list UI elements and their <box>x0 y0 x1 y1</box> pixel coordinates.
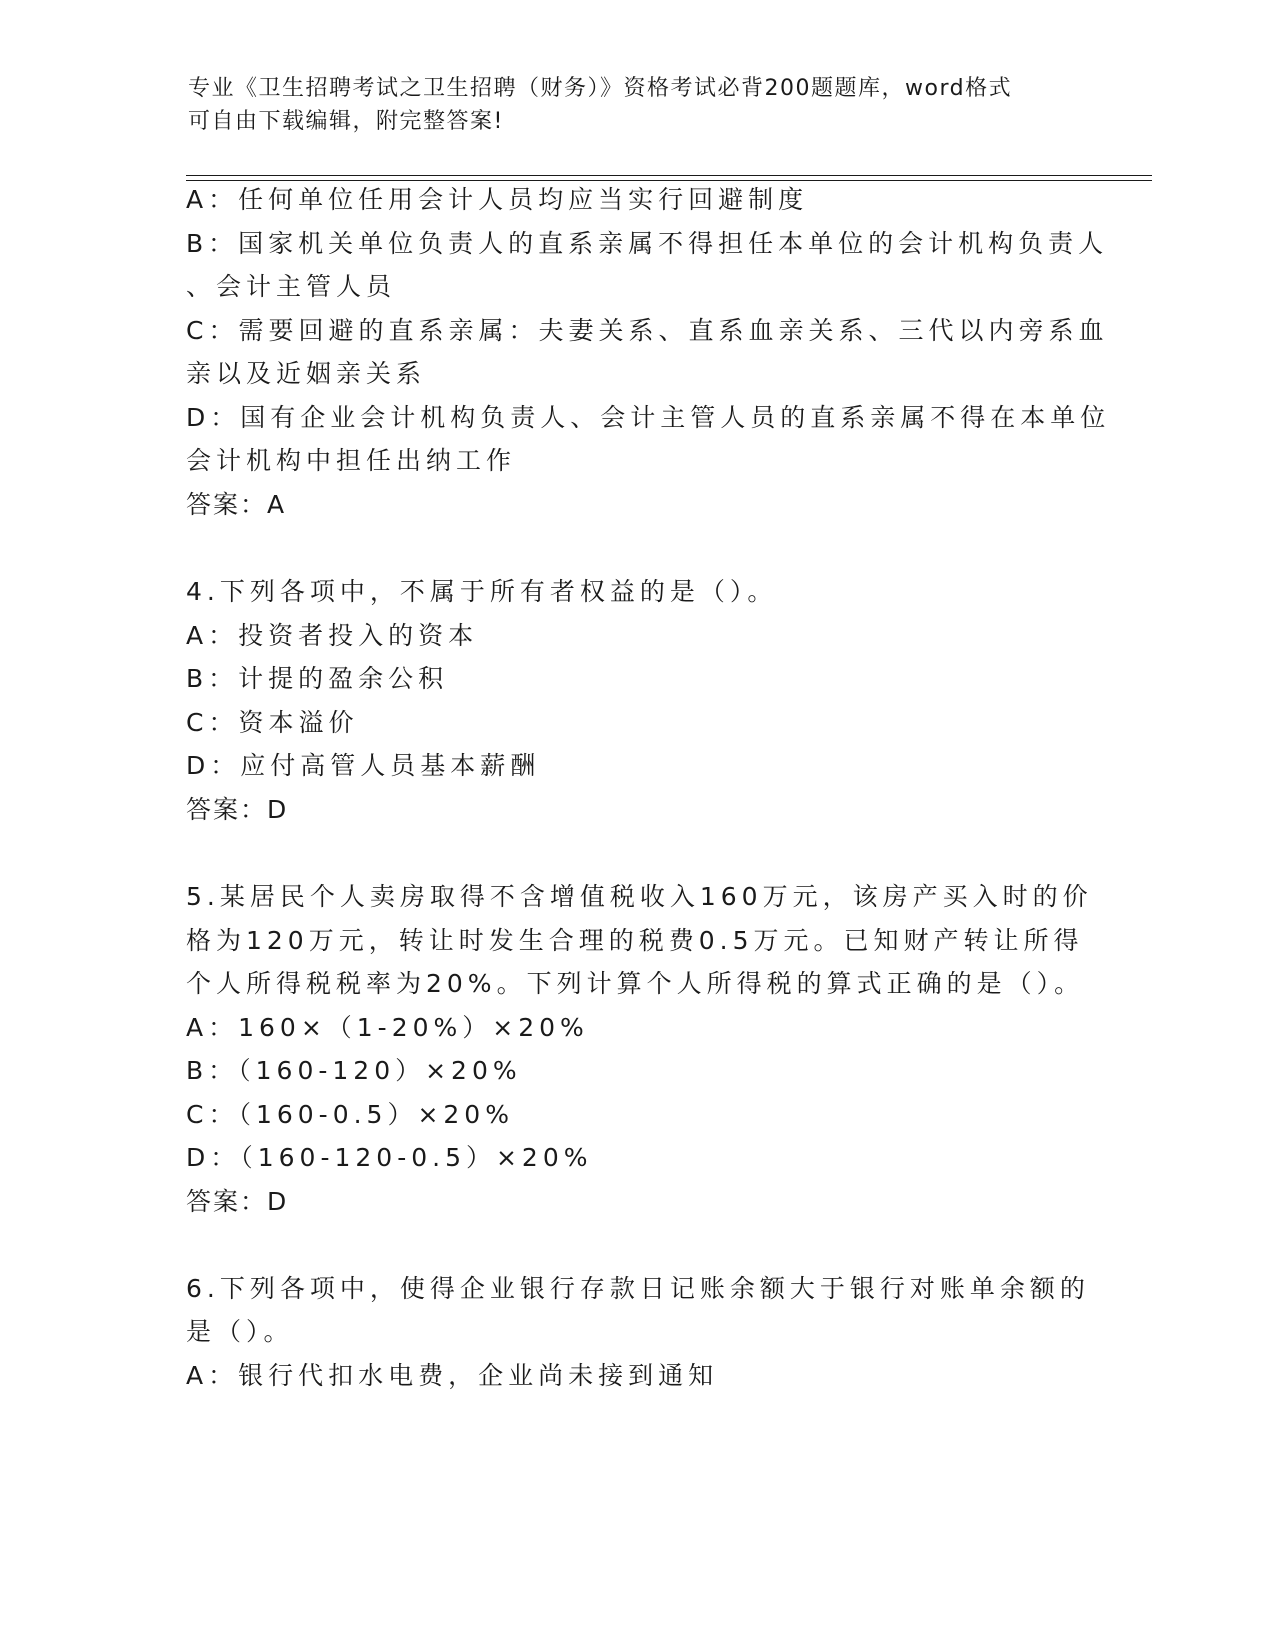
q4-option-c: C：资本溢价 <box>186 708 359 737</box>
q4-option-b: B：计提的盈余公积 <box>186 664 449 693</box>
q5-option-a: A：160×（1-20%）×20% <box>186 1013 589 1042</box>
q6-option-a: A：银行代扣水电费，企业尚未接到通知 <box>186 1361 719 1390</box>
q4-option-d: D：应付高管人员基本薪酬 <box>186 751 541 780</box>
q3-option-d-line-1: D：国有企业会计机构负责人、会计主管人员的直系亲属不得在本单位 <box>186 403 1111 432</box>
q4-option-a: A：投资者投入的资本 <box>186 621 479 650</box>
q3-option-d-line-2: 会计机构中担任出纳工作 <box>186 446 517 475</box>
header-divider-bottom <box>186 180 1152 181</box>
q3-option-c-line-2: 亲以及近姻亲关系 <box>186 359 427 388</box>
q3-option-a: A：任何单位任用会计人员均应当实行回避制度 <box>186 185 809 214</box>
q6-stem-line-2: 是（）。 <box>186 1317 294 1346</box>
q6-stem-line-1: 6.下列各项中，使得企业银行存款日记账余额大于银行对账单余额的 <box>186 1274 1090 1303</box>
q5-stem-line-1: 5.某居民个人卖房取得不含增值税收入160万元，该房产买入时的价 <box>186 882 1093 911</box>
q3-option-b-line-2: 、会计主管人员 <box>186 272 397 301</box>
q3-option-c-line-1: C：需要回避的直系亲属：夫妻关系、直系血亲关系、三代以内旁系血 <box>186 316 1109 345</box>
header-line-2: 可自由下载编辑，附完整答案! <box>188 109 504 134</box>
q5-option-b: B：（160-120）×20% <box>186 1056 522 1085</box>
header-line-1: 专业《卫生招聘考试之卫生招聘（财务）》资格考试必背200题题库，word格式 <box>188 76 1013 101</box>
q4-answer: 答案：D <box>186 795 289 824</box>
document-header <box>188 72 1068 138</box>
header-divider-top <box>186 175 1152 176</box>
q5-answer: 答案：D <box>186 1187 289 1216</box>
q3-answer: 答案：A <box>186 490 287 519</box>
q5-stem-line-2: 格为120万元，转让时发生合理的税费0.5万元。已知财产转让所得 <box>186 926 1084 955</box>
q5-option-d: D：（160-120-0.5）×20% <box>186 1143 593 1172</box>
q5-stem-line-3: 个人所得税税率为20%。下列计算个人所得税的算式正确的是（）。 <box>186 969 1085 998</box>
q3-option-b-line-1: B：国家机关单位负责人的直系亲属不得担任本单位的会计机构负责人 <box>186 229 1109 258</box>
q5-option-c: C：（160-0.5）×20% <box>186 1100 514 1129</box>
q4-stem: 4.下列各项中，不属于所有者权益的是（）。 <box>186 577 778 606</box>
